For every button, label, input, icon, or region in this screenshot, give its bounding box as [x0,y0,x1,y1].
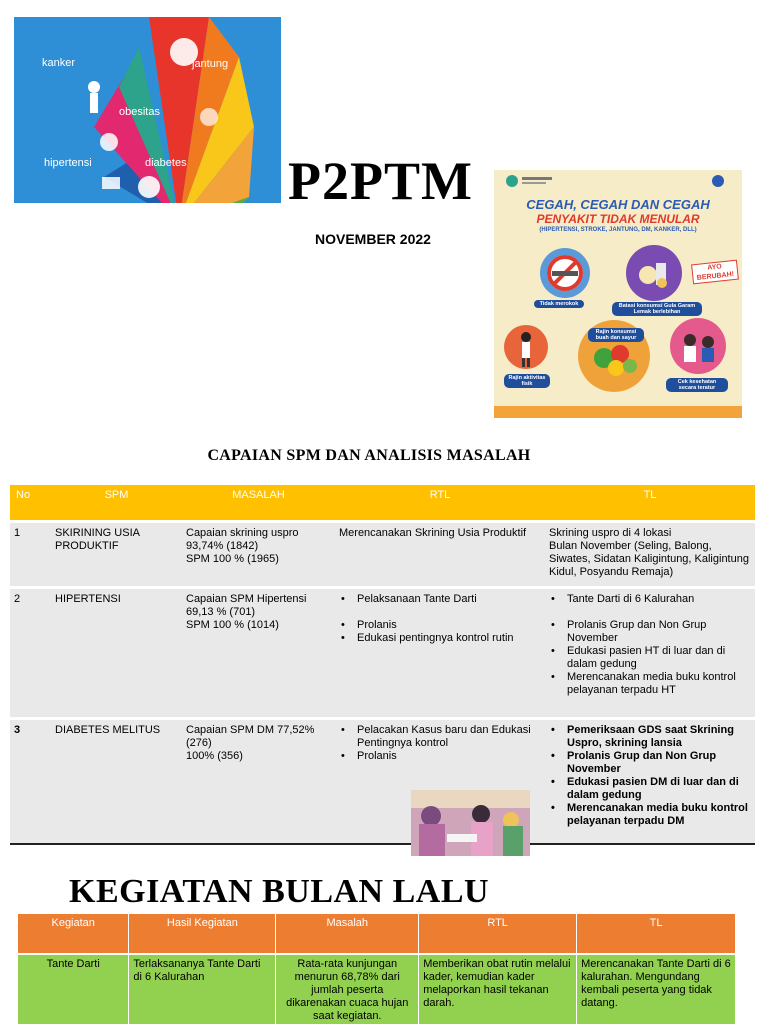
food-icon [626,245,682,301]
table-row [10,589,755,717]
cell-rtl: Merencanakan Skrining Usia Produktif [335,523,545,586]
table-row [10,720,755,844]
ptm-poster-image [14,17,281,203]
list-item: • Pemeriksaan GDS saat Skrining Uspro, skrining lansia [549,724,751,750]
cell-masalah: Capaian SPM DM 77,52% (276) 100% (356) [182,720,335,844]
list-item: • Edukasi pasien DM di luar dan di dalam gedung [549,776,751,802]
poster-label-hipertensi: hipertensi [44,157,92,169]
caption-activity: Rajin aktivitas fisik [504,374,550,388]
poster-label-diabetes: diabetes [145,157,187,169]
exercise-icon [504,325,548,369]
kegiatan-table [18,914,736,1024]
activity-photo [411,790,530,856]
poster-heading-3: (HIPERTENSI, STROKE, JANTUNG, DM, KANKER, DLL) [539,227,697,233]
cell-rtl [335,589,545,717]
col-header-masalah: MASALAH [182,485,335,520]
list-item: • Merencanakan media buku kontrol pelayanan terpadu DM [549,802,751,828]
poster-label-jantung: jantung [192,58,229,70]
cell-rtl: Memberikan obat rutin melalui kader, kemudian kader melaporkan hasil tekanan darah. [419,954,577,1024]
cell-tl [545,589,755,717]
cell-no: 1 [10,523,51,586]
poster-logos [494,170,742,192]
list-item: • Prolanis Grup dan Non Grup November [549,750,751,776]
caption-health-check: Cek kesehatan secara teratur [666,378,728,392]
page-title: P2PTM [288,151,473,211]
cell-masalah: Capaian SPM Hipertensi 69,13 % (701) SPM 100 % (1014) [182,589,335,717]
list-item: • Edukasi pasien HT di luar dan di dalam gedung [549,645,751,671]
list-item: • Prolanis Grup dan Non Grup November [549,619,751,645]
list-item: • Tante Darti di 6 Kalurahan [549,593,751,606]
cell-tl: Skrining uspro di 4 lokasi Bulan November (Seling, Balong, Siwates, Sidatan Kaligintung, Kaligintung Kidul, Posyandu Remaja) [545,523,755,586]
col-header-tl: TL [545,485,755,520]
cell-spm: SKIRINING USIA PRODUKTIF [51,523,182,586]
list-item: • Prolanis [339,619,541,632]
caption-limit-intake: Batasi konsumsi Gula Garam Lemak berlebihan [612,302,702,316]
col-header-masalah: Masalah [276,914,419,954]
poster-heading-2: PENYAKIT TIDAK MENULAR [536,212,700,226]
page-date: NOVEMBER 2022 [315,231,431,247]
table-row [10,523,755,586]
list-item: • Pelaksanaan Tante Darti [339,593,541,606]
poster-label-obesitas: obesitas [119,106,160,118]
list-item: • Edukasi pentingnya kontrol rutin [339,632,541,645]
cell-hasil: Terlaksananya Tante Darti di 6 Kalurahan [129,954,276,1024]
table-row [18,954,736,1024]
cell-no: 2 [10,589,51,717]
ayo-berubah-badge: AYO BERUBAH! [691,260,739,285]
list-item: • Prolanis [339,750,541,763]
caption-fruit-veg: Rajin konsumsi buah dan sayur [588,328,644,342]
caption-no-smoking: Tidak merokok [534,300,584,308]
col-header-tl: TL [577,914,736,954]
cell-spm: HIPERTENSI [51,589,182,717]
col-header-spm: SPM [51,485,182,520]
cell-spm: DIABETES MELITUS [51,720,182,844]
no-smoking-icon [540,248,590,298]
col-header-no: No [10,485,51,520]
cell-masalah: Capaian skrining uspro 93,74% (1842) SPM 100 % (1965) [182,523,335,586]
list-item: • Pelacakan Kasus baru dan Edukasi Pentingnya kontrol [339,724,541,750]
col-header-rtl: RTL [419,914,577,954]
kegiatan-section-title: KEGIATAN BULAN LALU [69,873,490,910]
col-header-rtl: RTL [335,485,545,520]
spm-table [10,485,755,845]
spm-table-header [10,485,755,520]
col-header-kegiatan: Kegiatan [18,914,129,954]
poster-heading-1: CEGAH, CEGAH DAN CEGAH [526,197,710,212]
col-header-hasil: Hasil Kegiatan [129,914,276,954]
poster-label-kanker: kanker [42,57,76,69]
kegiatan-table-header [18,914,736,954]
cell-kegiatan: Tante Darti [18,954,129,1024]
cegah-ptm-poster [494,170,742,418]
cell-tl: Merencanakan Tante Darti di 6 kalurahan. Mengundang kembali peserta yang tidak datang. [577,954,736,1024]
poster-footer-bar [494,406,742,418]
spm-section-title: CAPAIAN SPM DAN ANALISIS MASALAH [207,447,531,464]
list-item: • Merencanakan media buku kontrol pelayanan terpadu HT [549,671,751,697]
cell-masalah: Rata-rata kunjungan menurun 68,78% dari jumlah peserta dikarenakan cuaca hujan saat kegiatan. [276,954,419,1024]
cell-no: 3 [10,720,51,844]
cell-tl [545,720,755,844]
health-check-icon [670,318,726,374]
